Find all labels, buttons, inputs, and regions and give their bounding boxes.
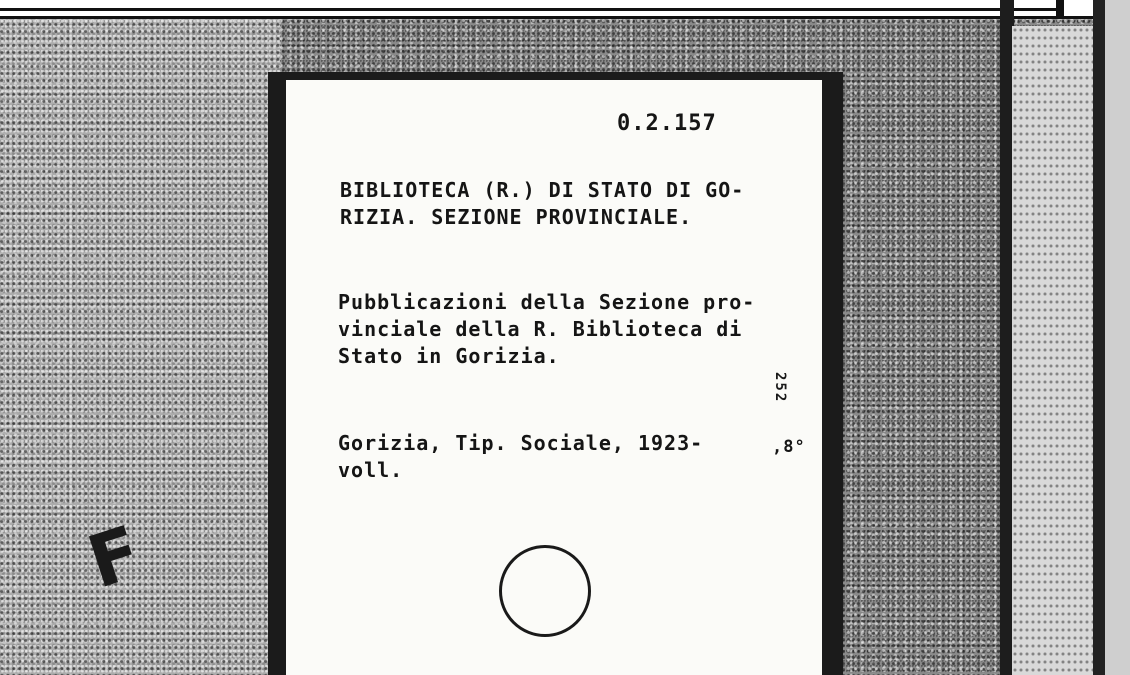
author-heading-line-1: BIBLIOTECA (R.) DI STATO DI GO-: [340, 178, 745, 202]
call-number: 0.2.157: [617, 111, 717, 136]
title-line-3: Stato in Gorizia.: [338, 344, 560, 368]
side-accession-number: 252: [772, 372, 788, 404]
title-line-1: Pubblicazioni della Sezione pro-: [338, 290, 756, 314]
right-adjacent-card: [1012, 26, 1096, 675]
imprint-line-2: voll.: [338, 458, 404, 482]
format-note: ,8°: [772, 437, 806, 457]
background-letter-mark: F: [78, 509, 151, 605]
top-rule: [0, 8, 1060, 11]
card-punch-hole: [499, 545, 591, 637]
right-frame-edge-outer: [1093, 0, 1105, 675]
far-right-strip: [1105, 0, 1130, 675]
author-heading-line-2: RIZIA. SEZIONE PROVINCIALE.: [340, 205, 693, 229]
title-line-2: vinciale della R. Biblioteca di: [338, 317, 743, 341]
top-corner-mark: [1056, 0, 1064, 18]
imprint-line-1: Gorizia, Tip. Sociale, 1923-: [338, 431, 704, 455]
